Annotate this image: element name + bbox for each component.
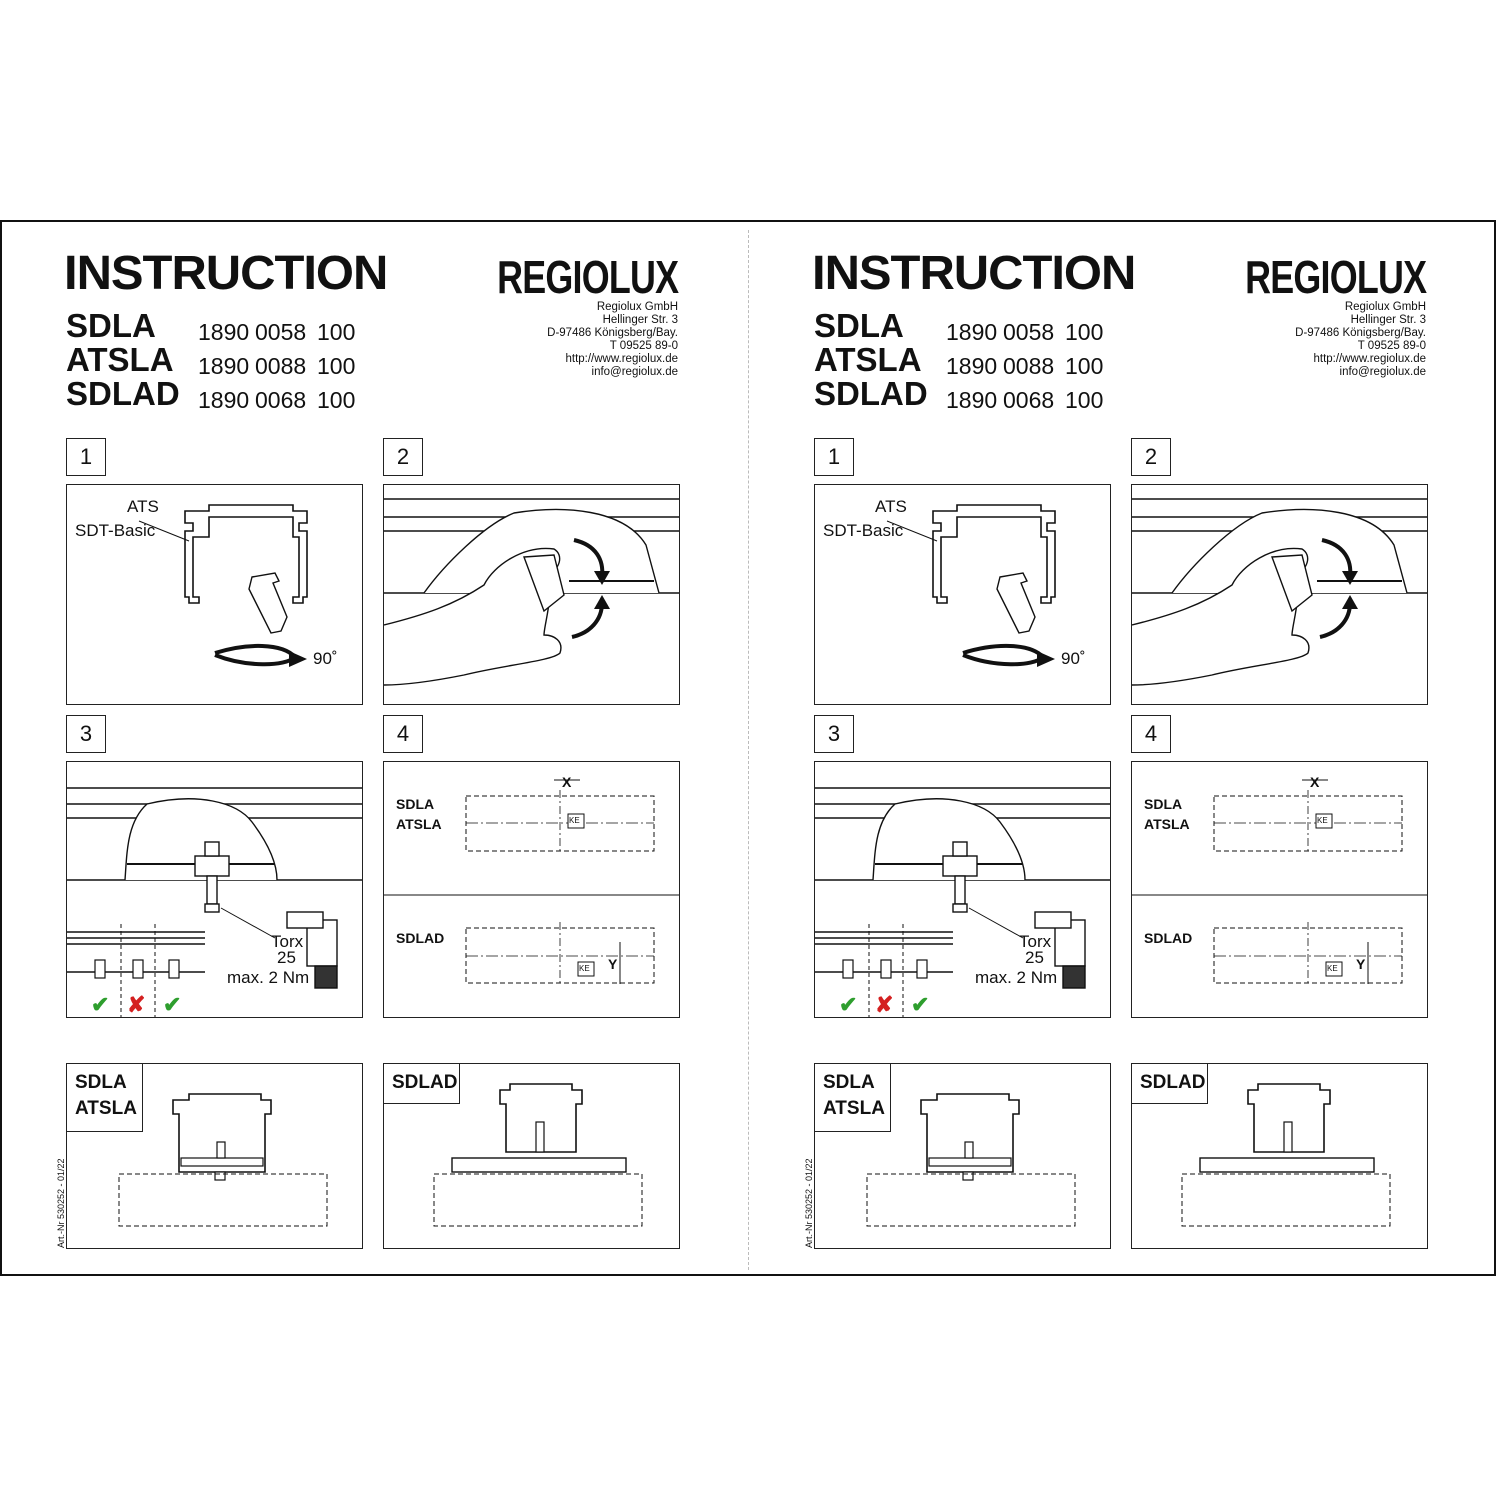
ke-label: KE xyxy=(1327,964,1338,973)
angle-label: 90˚ xyxy=(1061,649,1086,668)
company-address xyxy=(547,301,678,379)
product-code: 0068 xyxy=(255,387,307,413)
address-line: D-97486 Königsberg/Bay. xyxy=(547,327,678,339)
product-name: ATSLA xyxy=(66,341,174,378)
check-icon: ✔ xyxy=(911,992,930,1017)
tag-line: ATSLA xyxy=(75,1098,137,1119)
product-code: 100 xyxy=(1065,387,1104,413)
x-dimension-label: X xyxy=(1310,774,1320,790)
address-line: Hellinger Str. 3 xyxy=(602,314,678,326)
step-3-panel xyxy=(66,761,363,1018)
sdlad-tag: SDLAD xyxy=(1132,1064,1208,1104)
tag-line: ATSLA xyxy=(823,1098,885,1119)
sdlad-mount-panel xyxy=(383,1063,680,1249)
address-line: D-97486 Königsberg/Bay. xyxy=(1295,327,1426,339)
check-icon: ✔ xyxy=(163,992,182,1017)
step-1-panel xyxy=(66,484,363,705)
address-line: info@regiolux.de xyxy=(591,366,678,378)
product-code: 0058 xyxy=(255,319,307,345)
torx-label: Torx xyxy=(1019,932,1052,951)
atsla-label: ATSLA xyxy=(396,816,442,832)
product-code: 1890 xyxy=(198,387,250,413)
company-address xyxy=(1295,301,1426,379)
sdlad-label: SDLAD xyxy=(396,930,445,946)
step-number-1: 1 xyxy=(814,438,854,476)
screw-fastening-illustration xyxy=(67,762,363,1018)
step-4-panel xyxy=(1131,761,1428,1018)
product-code: 0088 xyxy=(1003,353,1055,379)
torx-size-label: 25 xyxy=(277,948,296,967)
address-line: T 09525 89-0 xyxy=(1357,340,1426,352)
check-icon: ✔ xyxy=(91,992,110,1017)
step-3-panel xyxy=(814,761,1111,1018)
page-title: INSTRUCTION xyxy=(812,247,1136,300)
rail-rotation-illustration xyxy=(67,485,363,705)
address-line: T 09525 89-0 xyxy=(609,340,678,352)
sdlad-label: SDLAD xyxy=(1144,930,1193,946)
cross-icon: ✘ xyxy=(127,992,146,1017)
product-code: 100 xyxy=(1065,319,1104,345)
step-number-1: 1 xyxy=(66,438,106,476)
product-name: SDLAD xyxy=(66,375,180,412)
sdla-label: SDLA xyxy=(396,796,435,812)
atsla-label: ATSLA xyxy=(1144,816,1190,832)
sdlad-mount-panel xyxy=(1131,1063,1428,1249)
product-code: 100 xyxy=(317,353,356,379)
sdla-atsla-tag xyxy=(67,1064,143,1132)
product-code: 100 xyxy=(1065,353,1104,379)
step-number-2: 2 xyxy=(1131,438,1171,476)
brand-logo: REGIOLUX xyxy=(496,251,678,303)
ats-label: ATS xyxy=(875,497,907,516)
sdt-basic-label: SDT-Basic xyxy=(75,521,156,540)
product-code: 1890 xyxy=(946,319,998,345)
address-line: Regiolux GmbH xyxy=(596,301,678,313)
product-code: 0068 xyxy=(1003,387,1055,413)
product-code: 1890 xyxy=(946,353,998,379)
step-4-panel xyxy=(383,761,680,1018)
tag-line: SDLA xyxy=(75,1072,127,1093)
sdla-atsla-tag xyxy=(815,1064,891,1132)
tag-line: SDLA xyxy=(823,1072,875,1093)
screw-fastening-illustration xyxy=(815,762,1111,1018)
angle-label: 90˚ xyxy=(313,649,338,668)
step-1-panel xyxy=(814,484,1111,705)
y-dimension-label: Y xyxy=(608,956,618,972)
product-code: 1890 xyxy=(198,353,250,379)
product-name: SDLA xyxy=(814,307,904,344)
address-line: http://www.regiolux.de xyxy=(565,353,678,365)
torx-size-label: 25 xyxy=(1025,948,1044,967)
hand-insert-illustration xyxy=(384,485,680,705)
page-left xyxy=(0,0,748,1500)
sdla-label: SDLA xyxy=(1144,796,1183,812)
sdla-atsla-mount-panel xyxy=(814,1063,1111,1249)
brand-logo: REGIOLUX xyxy=(1244,251,1426,303)
sdt-basic-label: SDT-Basic xyxy=(823,521,904,540)
ats-label: ATS xyxy=(127,497,159,516)
check-icon: ✔ xyxy=(839,992,858,1017)
article-number: Art.-Nr 530252 - 01/22 xyxy=(804,1158,814,1248)
torx-label: Torx xyxy=(271,932,304,951)
address-line: info@regiolux.de xyxy=(1339,366,1426,378)
step-2-panel xyxy=(383,484,680,705)
hand-insert-illustration xyxy=(1132,485,1428,705)
product-code: 0058 xyxy=(1003,319,1055,345)
torque-label: max. 2 Nm xyxy=(975,968,1058,987)
x-dimension-label: X xyxy=(562,774,572,790)
rail-rotation-illustration xyxy=(815,485,1111,705)
product-code: 1890 xyxy=(198,319,250,345)
step-number-3: 3 xyxy=(66,715,106,753)
product-name: ATSLA xyxy=(814,341,922,378)
step-number-3: 3 xyxy=(814,715,854,753)
product-name: SDLA xyxy=(66,307,156,344)
address-line: http://www.regiolux.de xyxy=(1313,353,1426,365)
page-right xyxy=(748,0,1496,1500)
step-number-2: 2 xyxy=(383,438,423,476)
ke-label: KE xyxy=(579,964,590,973)
product-code: 100 xyxy=(317,387,356,413)
step-number-4: 4 xyxy=(1131,715,1171,753)
product-code: 0088 xyxy=(255,353,307,379)
y-dimension-label: Y xyxy=(1356,956,1366,972)
article-number: Art.-Nr 530252 - 01/22 xyxy=(56,1158,66,1248)
product-code: 100 xyxy=(317,319,356,345)
step-2-panel xyxy=(1131,484,1428,705)
torque-label: max. 2 Nm xyxy=(227,968,310,987)
address-line: Hellinger Str. 3 xyxy=(1350,314,1426,326)
sdla-atsla-mount-panel xyxy=(66,1063,363,1249)
cross-icon: ✘ xyxy=(875,992,894,1017)
step-number-4: 4 xyxy=(383,715,423,753)
product-name: SDLAD xyxy=(814,375,928,412)
address-line: Regiolux GmbH xyxy=(1344,301,1426,313)
page-title: INSTRUCTION xyxy=(64,247,388,300)
ke-label: KE xyxy=(569,816,580,825)
sdlad-tag: SDLAD xyxy=(384,1064,460,1104)
ke-label: KE xyxy=(1317,816,1328,825)
product-code: 1890 xyxy=(946,387,998,413)
